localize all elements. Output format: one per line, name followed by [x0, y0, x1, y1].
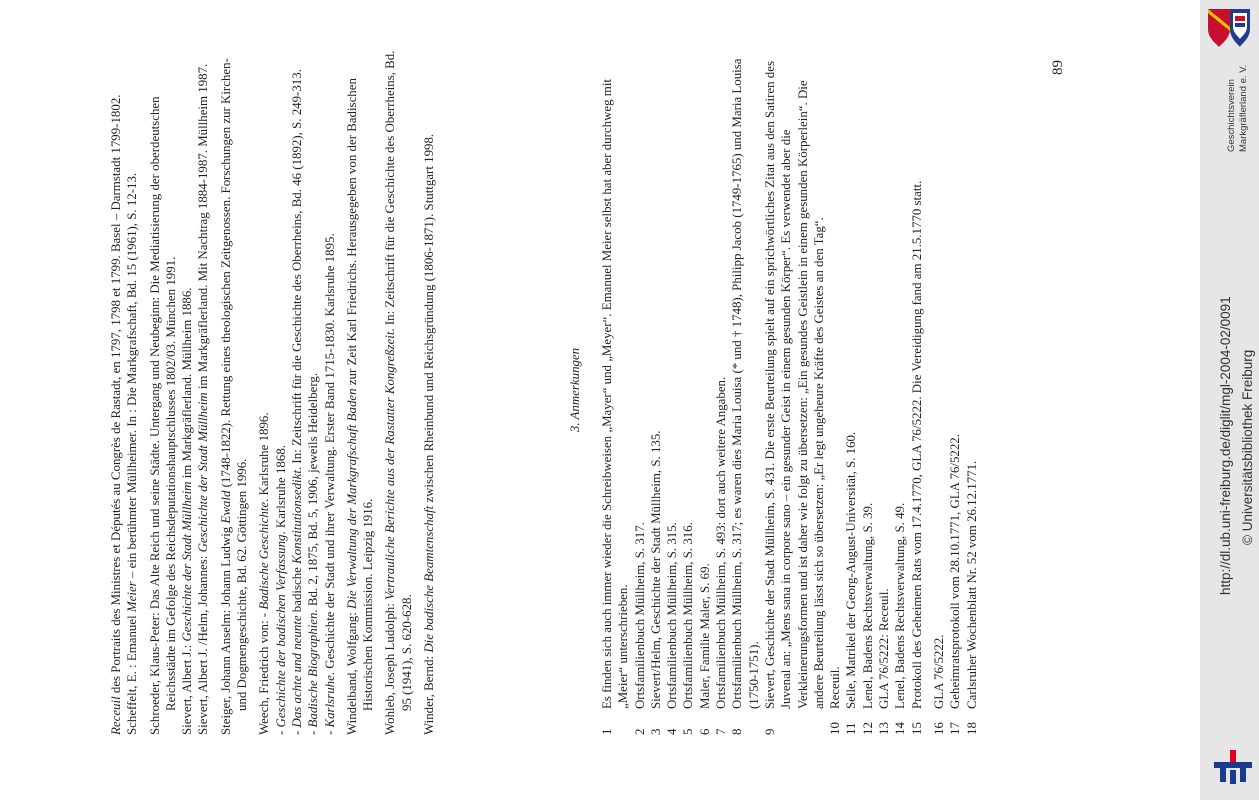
verein-name-line1: Geschichtsverein [1226, 79, 1237, 152]
note-item [860, 45, 876, 735]
note-item [680, 45, 696, 735]
source-url[interactable]: http://dl.ub.uni-freiburg.de/diglit/mgl-2004-02/0091 [1218, 296, 1233, 595]
note-item [632, 45, 648, 735]
note-text: Selle, Matrikel der Georg-August-Universität, S. 160. [844, 431, 859, 709]
note-number: 9 [762, 728, 777, 735]
note-item [876, 45, 892, 735]
bibliography-entry: Schroeder, Klaus-Peter: Das Alte Reich und seine Städte. Untergang und Neubeginn: Die Mediatisierung der oberdeutschen Reichsstädte im Gefolge des Reichsdeputationshauptschlusses 1802/03. München 1991. [147, 96, 178, 735]
note-number: 15 [909, 722, 924, 735]
bibliography-entry: Winder, Bernd: Die badische Beamtenschaft zwischen Rheinbund und Reichsgründung (1806-1871). Stuttgart 1998. [422, 133, 437, 735]
notes-list [599, 45, 980, 735]
ub-freiburg-logo [1212, 750, 1254, 784]
note-number: 3 [648, 728, 663, 735]
note-number: 7 [714, 728, 729, 735]
note-number: 2 [632, 728, 647, 735]
note-item [909, 45, 925, 735]
bibliography [108, 45, 437, 735]
note-number: 14 [893, 722, 908, 735]
note-text: Carlsruher Wochenblatt Nr. 52 vom 26.12.1771. [964, 460, 979, 709]
note-number: 5 [681, 728, 696, 735]
note-item [729, 45, 762, 735]
note-item [713, 45, 729, 735]
note-item [762, 45, 827, 735]
note-item [599, 45, 632, 735]
note-text: Ortsfamilienbuch Müllheim, S. 493: dort auch weitere Angaben. [714, 376, 729, 709]
note-item [947, 45, 963, 735]
note-number: 11 [844, 722, 859, 735]
bibliography-entry: Windelband, Wolfgang: Die Verwaltung der Markgrafschaft Baden zur Zeit Karl Friedrichs. Herausgegeben von der Badischen Historischen Kommission. Leipzig 1916. [344, 78, 376, 735]
note-text: Lenel, Badens Rechtsverwaltung, S. 39. [860, 502, 875, 709]
rotated-page-content [0, 45, 1200, 735]
note-item [827, 45, 843, 735]
note-item [931, 45, 947, 735]
copyright-text: © Universitätsbibliothek Freiburg [1240, 349, 1255, 545]
bibliography-entry: Steiger, Johann Anselm: Johann Ludwig Ewald (1748-1822). Rettung eines theologischen Zeitgenossen. Forschungen zur Kirchen- und Dogmengeschichte, Bd. 62. Göttingen 1996. [218, 58, 250, 735]
notes-heading: 3. Anmerkungen [568, 347, 582, 433]
note-item [648, 45, 664, 735]
bibliography-entry: - Das achte und neunte badische Konstitutionsedikt. In: Zeitschrift für die Geschichte des Oberrheins, Bd. 46 (1892), S. 249-313. [289, 69, 304, 735]
bibliography-entry: Receuil des Portraits des Ministres et Députés au Congrès de Rastadt, en 1797, 1798 et 1799. Basel – Darmstadt 1799-1802. [109, 94, 123, 735]
note-item [697, 45, 713, 735]
note-text: Geheimratsprotokoll vom 28.10.1771, GLA 76/5222. [948, 434, 963, 709]
note-text: Sievert/Helm, Geschichte der Stadt Müllheim, S. 135. [648, 430, 663, 709]
page-number: 89 [1050, 60, 1066, 75]
note-text: GLA 76/5222. [931, 634, 946, 709]
note-number: 8 [730, 728, 745, 735]
coat-of-arms-logo [1206, 7, 1252, 49]
note-text: Protokoll des Geheimen Rats vom 17.4.1770, GLA 76/5222. Die Vereidigung fand am 21.5.1770 statt. [909, 180, 924, 709]
note-number: 12 [860, 722, 875, 735]
note-text: Ortsfamilienbuch Müllheim, S. 317; es waren dies Maria Louisa (* und † 1748), Philipp Jacob (1749-1765) und Maria Louisa (1750-1751). [730, 58, 761, 709]
bibliography-entry: - Badische Biographien. Bd. 2, 1875, Bd. 5, 1906, jeweils Heidelberg. [306, 372, 321, 735]
note-text: Ortsfamilienbuch Müllheim, S. 316. [681, 522, 696, 709]
note-item [664, 45, 680, 735]
note-item [843, 45, 859, 735]
bibliography-entry: - Karlsruhe. Geschichte der Stadt und ihrer Verwaltung. Erster Band 1715-1830. Karlsruhe 1895. [322, 233, 337, 735]
note-number: 10 [828, 722, 843, 735]
note-number: 4 [665, 728, 680, 735]
note-text: Ortsfamilienbuch Müllheim, S. 315. [665, 522, 680, 709]
note-text: Es finden sich auch immer wieder die Schreibweisen „Mayer“ und „Meyer“. Emanuel Meier selbst hat aber durchweg mit „Meier“ unterschrieben. [600, 79, 631, 709]
note-text: GLA 76/5222: Receuil. [877, 588, 892, 709]
note-text: Ortsfamilienbuch Müllheim, S. 317. [632, 522, 647, 709]
bibliography-entry: Wohleb, Joseph Ludolph: Vertrauliche Berichte aus der Rastatter Kongreßzeit. In: Zeitschrift für die Geschichte des Oberrheins, Bd. 95 (1941), S. 620-628. [383, 50, 414, 735]
note-text: Maler, Familie Maler, S. 69. [697, 563, 712, 709]
bibliography-entry: Weech, Friedrich von: - Badische Geschichte. Karlsruhe 1896. [257, 412, 272, 735]
note-number: 13 [877, 722, 892, 735]
note-item [892, 45, 908, 735]
bibliography-entry: - Geschichte der badischen Verfassung. Karlsruhe 1868. [273, 445, 288, 735]
bibliography-entry: Sievert, Albert J. /Helm, Johannes: Geschichte der Stadt Müllheim im Markgräflerland. Mit Nachtrag 1884-1987. Müllheim 1987. [196, 63, 211, 735]
note-text: Receuil. [828, 666, 843, 709]
note-number: 16 [931, 722, 946, 735]
note-text: Sievert, Geschichte der Stadt Müllheim, S. 431. Die erste Beurteilung spielt auf ein sprichwörtliches Zitat aus den Satiren des Juvenal an: „Mens sana in corpore sano – ein gesunder Geist in einem gesunden Körper“. Es verwendet aber die Verkleinerungsformen und ist daher wie folgt zu übersetzen: „Ein gesundes Geistlein in einem gesunden Körperlein“. Die andere Beurteilung lässt sich so übersetzen: „Er legt ungeheure Kräfte des Geistes an den Tag“. [762, 61, 826, 709]
note-number: 17 [948, 722, 963, 735]
note-number: 18 [964, 722, 979, 735]
bibliography-entry: Scheffelt, E. : Emanuel Meier – ein berühmter Müllheimer. In : Die Markgrafschaft, Bd. 15 (1961), S. 12-13. [125, 172, 140, 735]
verein-name-line2: Markgräflerland e. V. [1238, 64, 1249, 152]
note-number: 6 [697, 728, 712, 735]
note-item [964, 45, 980, 735]
bibliography-entry: Sievert, Albert J.: Geschichte der Stadt Müllheim im Markgräflerland. Müllheim 1886. [180, 287, 195, 735]
note-number: 1 [600, 728, 614, 735]
note-text: Lenel, Badens Rechtsverwaltung, S. 49. [893, 502, 908, 709]
